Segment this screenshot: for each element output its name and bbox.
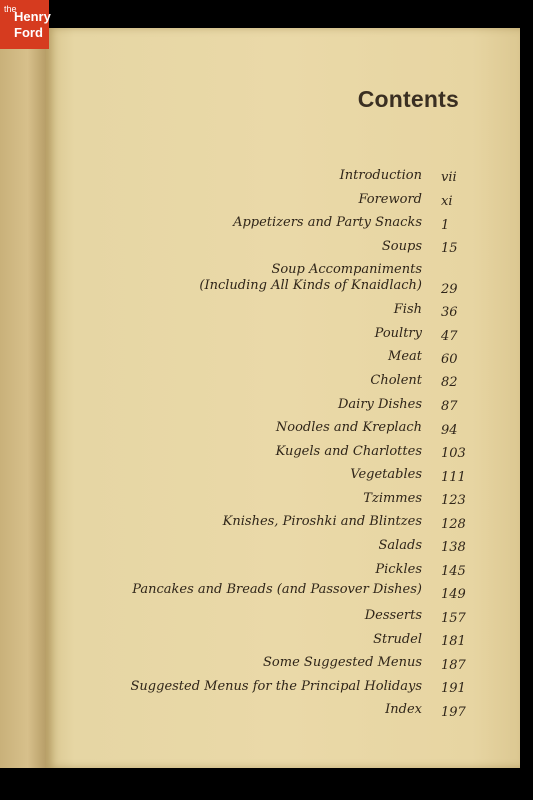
toc-entry-title: Vegetables — [350, 467, 422, 482]
toc-entry-title: Salads — [378, 538, 422, 553]
toc-entry-page: 187 — [441, 658, 466, 673]
toc-entry-title: Pancakes and Breads (and Passover Dishes) — [132, 582, 422, 597]
toc-entry-page: 138 — [441, 540, 466, 555]
toc-entry-title: Knishes, Piroshki and Blintzes — [222, 514, 422, 529]
toc-entry-page: 1 — [441, 218, 450, 233]
toc-entry-page: 15 — [441, 241, 458, 256]
logo-henry: Henry — [14, 9, 51, 24]
toc-entry-page: 128 — [441, 517, 466, 532]
toc-entry-title: Pickles — [375, 562, 422, 577]
page-title: Contents — [357, 86, 459, 112]
toc-entry-page: 82 — [441, 375, 458, 390]
toc-entry-page: 145 — [441, 564, 466, 579]
toc-entry-title: Kugels and Charlottes — [275, 444, 422, 459]
toc-entry-page: 111 — [441, 470, 466, 485]
toc-entry-page: 149 — [441, 587, 466, 602]
toc-entry-page: 157 — [441, 611, 466, 626]
toc-entry-page: 60 — [441, 352, 458, 367]
toc-entry-page: 47 — [441, 329, 458, 344]
toc-entry-title: Poultry — [374, 326, 422, 341]
toc-entry-page: vii — [441, 170, 457, 185]
toc-entry-page: xi — [441, 194, 453, 209]
toc-entry-title: Soups — [381, 239, 422, 254]
toc-entry-page: 191 — [441, 681, 466, 696]
toc-entry-title: Introduction — [339, 168, 422, 183]
toc-entry-title: Dairy Dishes — [337, 397, 422, 412]
toc-entry-page: 197 — [441, 705, 466, 720]
logo-the: the — [4, 4, 17, 14]
toc-entry-page: 103 — [441, 446, 466, 461]
toc-entry-title: Cholent — [370, 373, 422, 388]
toc-entry-title: Strudel — [373, 632, 422, 647]
toc-entry-title: Soup Accompaniments — [271, 262, 422, 277]
toc-entry-title: Foreword — [358, 192, 422, 207]
toc-entry-title: Index — [385, 702, 422, 717]
toc-entry-title: Suggested Menus for the Principal Holidays — [130, 679, 422, 694]
toc-entry-title: Desserts — [364, 608, 422, 623]
toc-entry-page: 123 — [441, 493, 466, 508]
toc-entry-page: 94 — [441, 423, 458, 438]
toc-entry-title: Noodles and Kreplach — [275, 420, 422, 435]
toc-entry-title-line2: (Including All Kinds of Knaidlach) — [199, 278, 422, 293]
toc-entry-page: 181 — [441, 634, 466, 649]
toc-entry-page: 87 — [441, 399, 458, 414]
toc-entry-title: Meat — [388, 349, 422, 364]
logo-ford: Ford — [14, 25, 43, 40]
toc-entry-title: Fish — [393, 302, 422, 317]
toc-entry-title: Tzimmes — [363, 491, 422, 506]
toc-entry-page: 29 — [441, 282, 458, 297]
toc-entry-title: Appetizers and Party Snacks — [233, 215, 422, 230]
toc-entry-title: Some Suggested Menus — [263, 655, 422, 670]
toc-entry-page: 36 — [441, 305, 458, 320]
